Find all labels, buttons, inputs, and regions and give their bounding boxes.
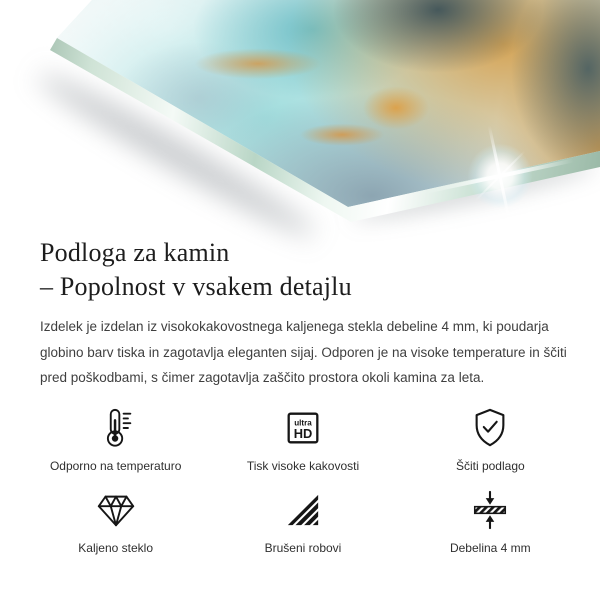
beveled-edges-icon [282, 489, 324, 531]
page-title [40, 236, 567, 304]
feature-high-quality-print [209, 407, 396, 473]
feature-label: Brušeni robovi [264, 540, 342, 555]
ultra-hd-icon-text-large: HD [293, 425, 313, 441]
features-grid [22, 407, 584, 555]
ultra-hd-icon-text-small: ultra [294, 418, 312, 428]
thermometer-icon [95, 407, 137, 449]
shield-check-icon [469, 407, 511, 449]
diamond-icon [95, 489, 137, 531]
product-hero-image [0, 0, 600, 245]
feature-temperature-resistant [22, 407, 209, 473]
feature-label: Kaljeno steklo [78, 540, 154, 555]
glass-panel-artwork [0, 0, 600, 245]
thickness-icon [469, 489, 511, 531]
product-info [40, 230, 567, 555]
feature-tempered-glass [22, 489, 209, 555]
feature-beveled-edges [209, 489, 396, 555]
feature-label: Ščiti podlago [455, 458, 525, 473]
title-line-2: – Popolnost v vsakem detajlu [40, 272, 352, 301]
title-line-1: Podloga za kamin [40, 238, 230, 267]
ultra-hd-icon [282, 407, 324, 449]
feature-label: Odporno na temperaturo [49, 458, 182, 473]
feature-label: Tisk visoke kakovosti [246, 458, 360, 473]
product-description-text: Izdelek je izdelan iz visokokakovostnega kaljenega stekla debeline 4 mm, ki poudarja globino barv tiska in zagotavlja eleganten sijaj. Odporen je na visoke temperature in ščiti pred poškodbami, s čimer zagotavlja zaščito prostora okoli kamina za leta. [40, 319, 567, 385]
feature-label: Debelina 4 mm [449, 540, 531, 555]
feature-thickness [397, 489, 584, 555]
feature-protects-surface [397, 407, 584, 473]
